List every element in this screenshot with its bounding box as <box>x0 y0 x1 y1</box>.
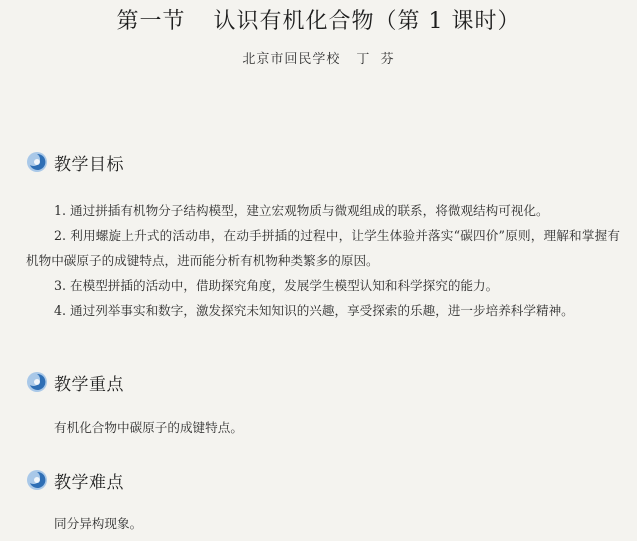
section-title: 教学重点 <box>54 374 124 395</box>
objectives-list <box>26 198 620 323</box>
swirl-circle-icon <box>26 469 48 491</box>
section-heading-difficulties <box>26 468 124 492</box>
difficulty-text: 同分异构现象。 <box>54 516 143 531</box>
title-topic: 认识有机化合物（第 1 课时） <box>213 9 521 34</box>
author-school: 北京市回民学校 <box>242 52 341 67</box>
objective-item: 2. 利用螺旋上升式的活动串，在动手拼插的过程中，让学生体验并落实“碳四价”原则，理解和掌握有机物中碳原子的成键特点，进而能分析有机物种类繁多的原因。 <box>26 228 620 268</box>
page-title <box>0 4 637 35</box>
section-heading-key-points <box>26 370 124 394</box>
objective-item: 4. 通过列举事实和数字，激发探究未知知识的兴趣，享受探索的乐趣，进一步培养科学精神。 <box>54 303 574 318</box>
section-title: 教学目标 <box>54 154 124 175</box>
objective-item: 3. 在模型拼插的活动中，借助探究角度，发展学生模型认知和科学探究的能力。 <box>54 278 499 293</box>
author-name: 丁 芬 <box>356 52 395 67</box>
swirl-circle-icon <box>26 151 48 173</box>
objective-item: 1. 通过拼插有机物分子结构模型，建立宏观物质与微观组成的联系，将微观结构可视化。 <box>54 203 549 218</box>
key-point-text: 有机化合物中碳原子的成键特点。 <box>54 420 243 435</box>
swirl-circle-icon <box>26 371 48 393</box>
section-title: 教学难点 <box>54 472 124 493</box>
title-section: 第一节 <box>116 9 186 34</box>
section-heading-objectives <box>26 150 124 174</box>
author-line <box>0 48 637 67</box>
